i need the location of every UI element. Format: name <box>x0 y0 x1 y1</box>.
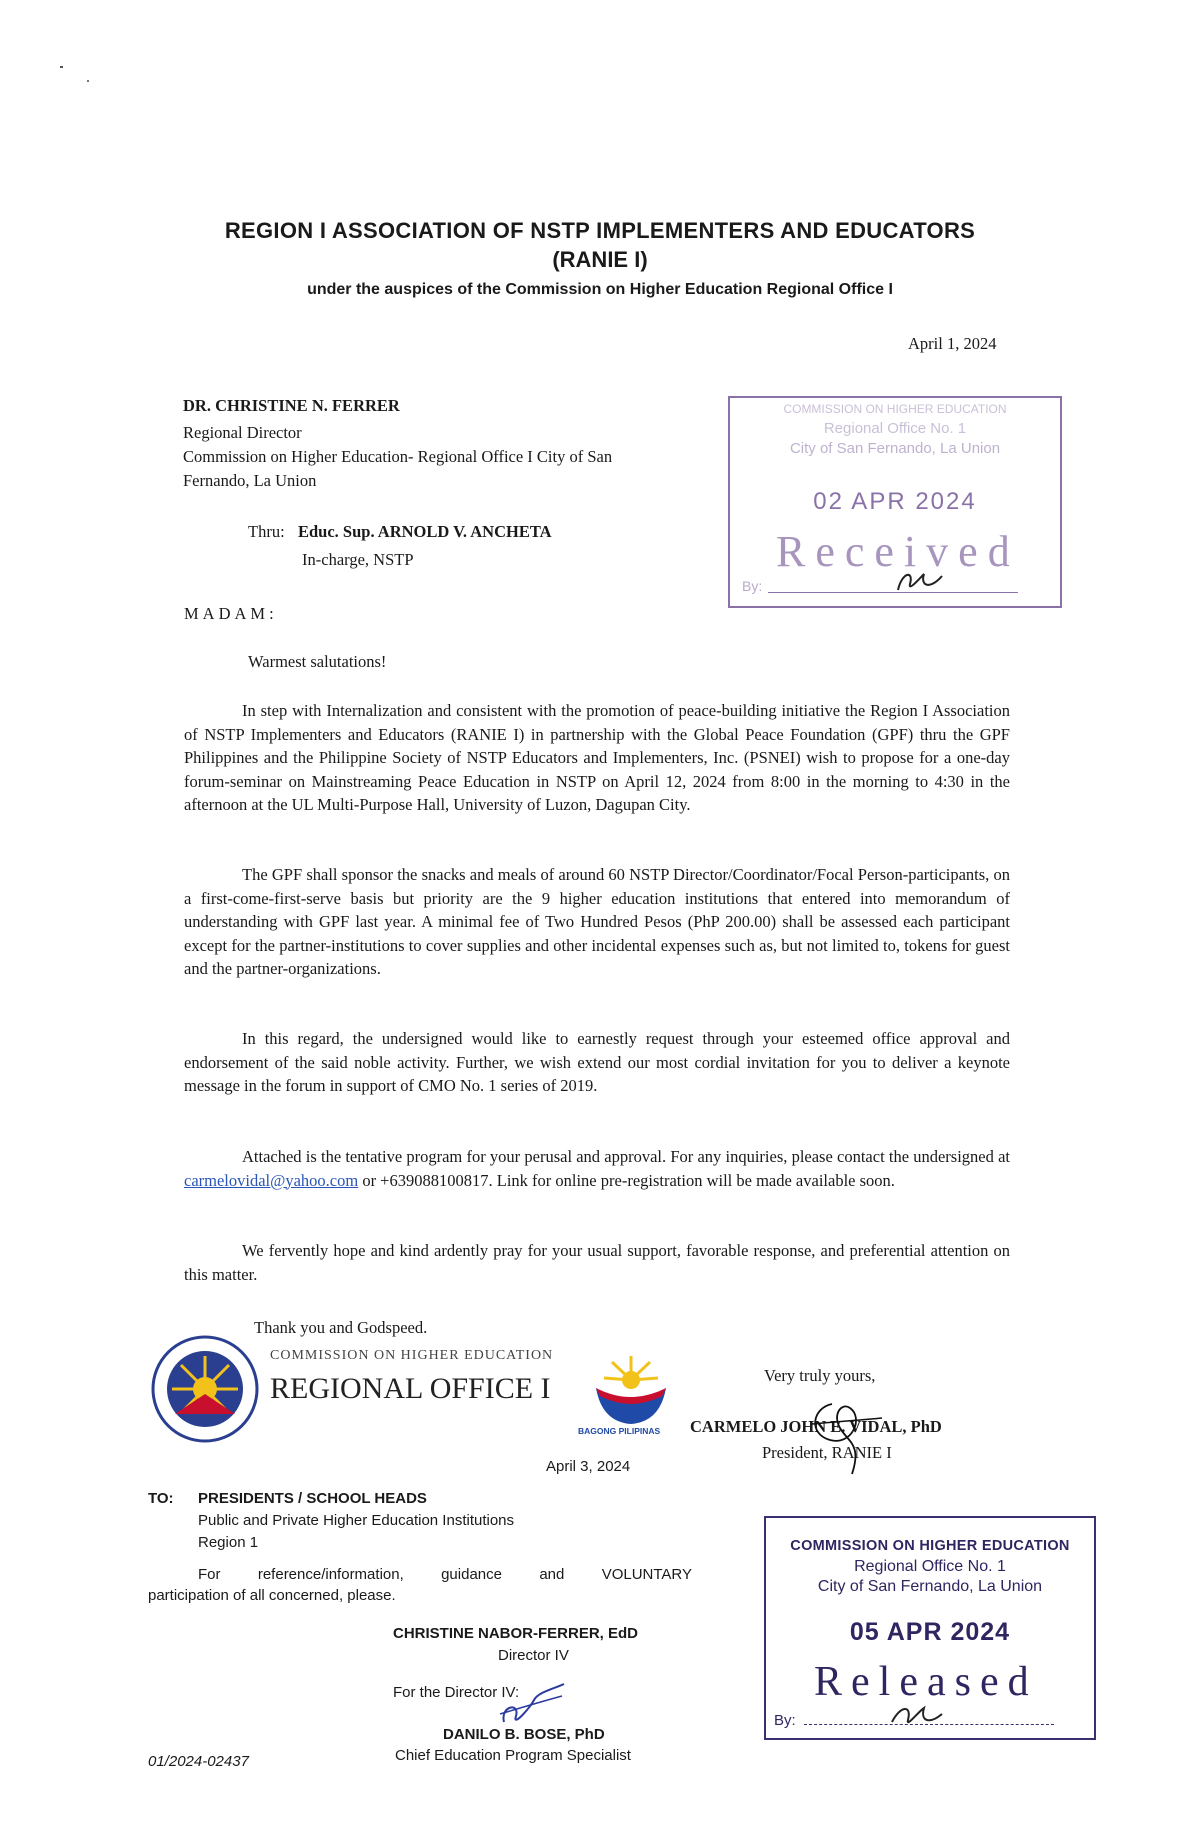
released-stamp-word: Released <box>814 1659 1038 1705</box>
thru-label: Thru: <box>248 522 285 541</box>
signatory-title: President, RANIE I <box>762 1443 892 1462</box>
body-paragraph-4-text-a: Attached is the tentative program for your perusal and approval. For any inquiries, please contact the undersigned at <box>242 1147 1010 1166</box>
body-paragraph-1 <box>184 699 1010 817</box>
body-paragraph-2-text: The GPF shall sponsor the snacks and meals of around 60 NSTP Director/Coordinator/Focal Person-participants, on a first-come-first-serve basis but priority are the 9 higher education institutions that entered into memorandum of understanding with GPF last year. A minimal fee of Two Hundred Pesos (PhP 200.00) shall be assessed each participant except for the partner-institutions to cover supplies and other incidental expenses such as, but not limited to, tokens for guest and the partner-organizations. <box>184 865 1010 978</box>
reference-number: 01/2024-02437 <box>148 1753 249 1770</box>
scan-speck <box>60 66 63 68</box>
released-stamp-line2: Regional Office No. 1 <box>854 1558 1006 1575</box>
body-paragraph-3-text: In this regard, the undersigned would like to earnestly request through your esteemed office approval and endorsement of the said noble activity. Further, we wish extend our most cordial invitation for you to deliver a keynote message in the forum in support of CMO No. 1 series of 2019. <box>184 1029 1010 1095</box>
received-stamp-line3: City of San Fernando, La Union <box>789 440 1001 457</box>
received-stamp-line2: Regional Office No. 1 <box>823 420 967 437</box>
body-paragraph-1-text: In step with Internalization and consistent with the promotion of peace-building initiative the Region I Association of NSTP Implementers and Educators (RANIE I) in partnership with the Global Peace Foundation (GPF) thru the GPF Philippines and the Philippine Society of NSTP Educators and Implementers, Inc. (PSNEI) wish to propose for a one-day forum-seminar on Mainstreaming Peace Education in NSTP on April 12, 2024 from 8:00 in the morning to 4:30 in the afternoon at the UL Multi-Purpose Hall, University of Luzon, Dagupan City. <box>184 701 1010 814</box>
received-stamp <box>728 396 1062 608</box>
to-recipient-line2: Public and Private Higher Education Institutions <box>198 1512 515 1529</box>
body-paragraph-4 <box>184 1145 1010 1192</box>
director-title: Director IV <box>498 1647 569 1664</box>
to-label: TO: <box>148 1490 174 1507</box>
released-stamp-line1: COMMISSION ON HIGHER EDUCATION <box>790 1538 1070 1554</box>
greeting: Warmest salutations! <box>248 652 387 671</box>
received-stamp-by: By: <box>742 578 763 594</box>
thru-name: Educ. Sup. ARNOLD V. ANCHETA <box>298 522 552 541</box>
endorsement-note-line1: For reference/information, guidance and VOLUNTARY <box>198 1566 692 1583</box>
letter-date: April 1, 2024 <box>908 334 997 353</box>
thru-title: In-charge, NSTP <box>302 550 414 569</box>
ched-date: April 3, 2024 <box>546 1458 631 1475</box>
released-stamp-by: By: <box>774 1712 796 1729</box>
signer-name: DANILO B. BOSE, PhD <box>443 1726 605 1743</box>
released-stamp-date: 05 APR 2024 <box>849 1618 1011 1646</box>
salutation: MADAM: <box>184 604 278 623</box>
recipient-org-line2: Fernando, La Union <box>183 471 317 490</box>
received-stamp-line1: COMMISSION ON HIGHER EDUCATION <box>783 402 1007 416</box>
director-name: CHRISTINE NABOR-FERRER, EdD <box>393 1625 639 1642</box>
body-paragraph-4-text-b: or +639088100817. Link for online pre-registration will be made available soon. <box>358 1170 895 1190</box>
bagong-pilipinas-logo <box>590 1350 672 1428</box>
recipient-title: Regional Director <box>183 423 302 442</box>
closing: Thank you and Godspeed. <box>254 1318 428 1337</box>
released-stamp-line3: City of San Fernando, La Union <box>817 1578 1043 1595</box>
bagong-pilipinas-label: BAGONG PILIPINAS <box>578 1426 661 1436</box>
body-paragraph-5-text: We fervently hope and kind ardently pray for your usual support, favorable response, and preferential attention on this matter. <box>184 1241 1010 1284</box>
scan-speck <box>87 80 89 82</box>
contact-email-link[interactable]: carmelovidal@yahoo.com <box>184 1170 359 1190</box>
to-recipient-name: PRESIDENTS / SCHOOL HEADS <box>198 1490 427 1507</box>
recipient-name: DR. CHRISTINE N. FERRER <box>183 396 400 415</box>
received-stamp-word: Received <box>776 527 1020 576</box>
received-initials-signature <box>890 566 950 598</box>
valediction: Very truly yours, <box>764 1366 876 1385</box>
recipient-org-line1: Commission on Higher Education- Regional Office I City of San <box>183 447 613 466</box>
letterhead-title: REGION I ASSOCIATION OF NSTP IMPLEMENTERS AND EDUCATORS <box>224 218 976 243</box>
letterhead-subtitle: under the auspices of the Commission on Higher Education Regional Office I <box>307 281 893 298</box>
signer-title: Chief Education Program Specialist <box>395 1747 631 1764</box>
received-stamp-date: 02 APR 2024 <box>813 488 977 515</box>
signatory-name: CARMELO JOHN E. VIDAL, PhD <box>690 1417 942 1436</box>
body-paragraph-2 <box>184 863 1010 981</box>
ched-seal-logo <box>150 1334 260 1444</box>
released-stamp <box>764 1516 1096 1740</box>
for-director-label: For the Director IV: <box>393 1684 520 1701</box>
body-paragraph-5 <box>184 1239 1010 1286</box>
endorsement-note-line2: participation of all concerned, please. <box>148 1587 396 1604</box>
ched-regional-office-label: REGIONAL OFFICE I <box>270 1372 551 1405</box>
president-handwritten-signature <box>792 1374 902 1484</box>
body-paragraph-3 <box>184 1027 1010 1098</box>
released-initials-signature <box>886 1700 946 1730</box>
to-recipient-line3: Region 1 <box>198 1534 259 1551</box>
letterhead-acronym: (RANIE I) <box>552 247 648 272</box>
ched-small-label: COMMISSION ON HIGHER EDUCATION <box>270 1348 554 1363</box>
